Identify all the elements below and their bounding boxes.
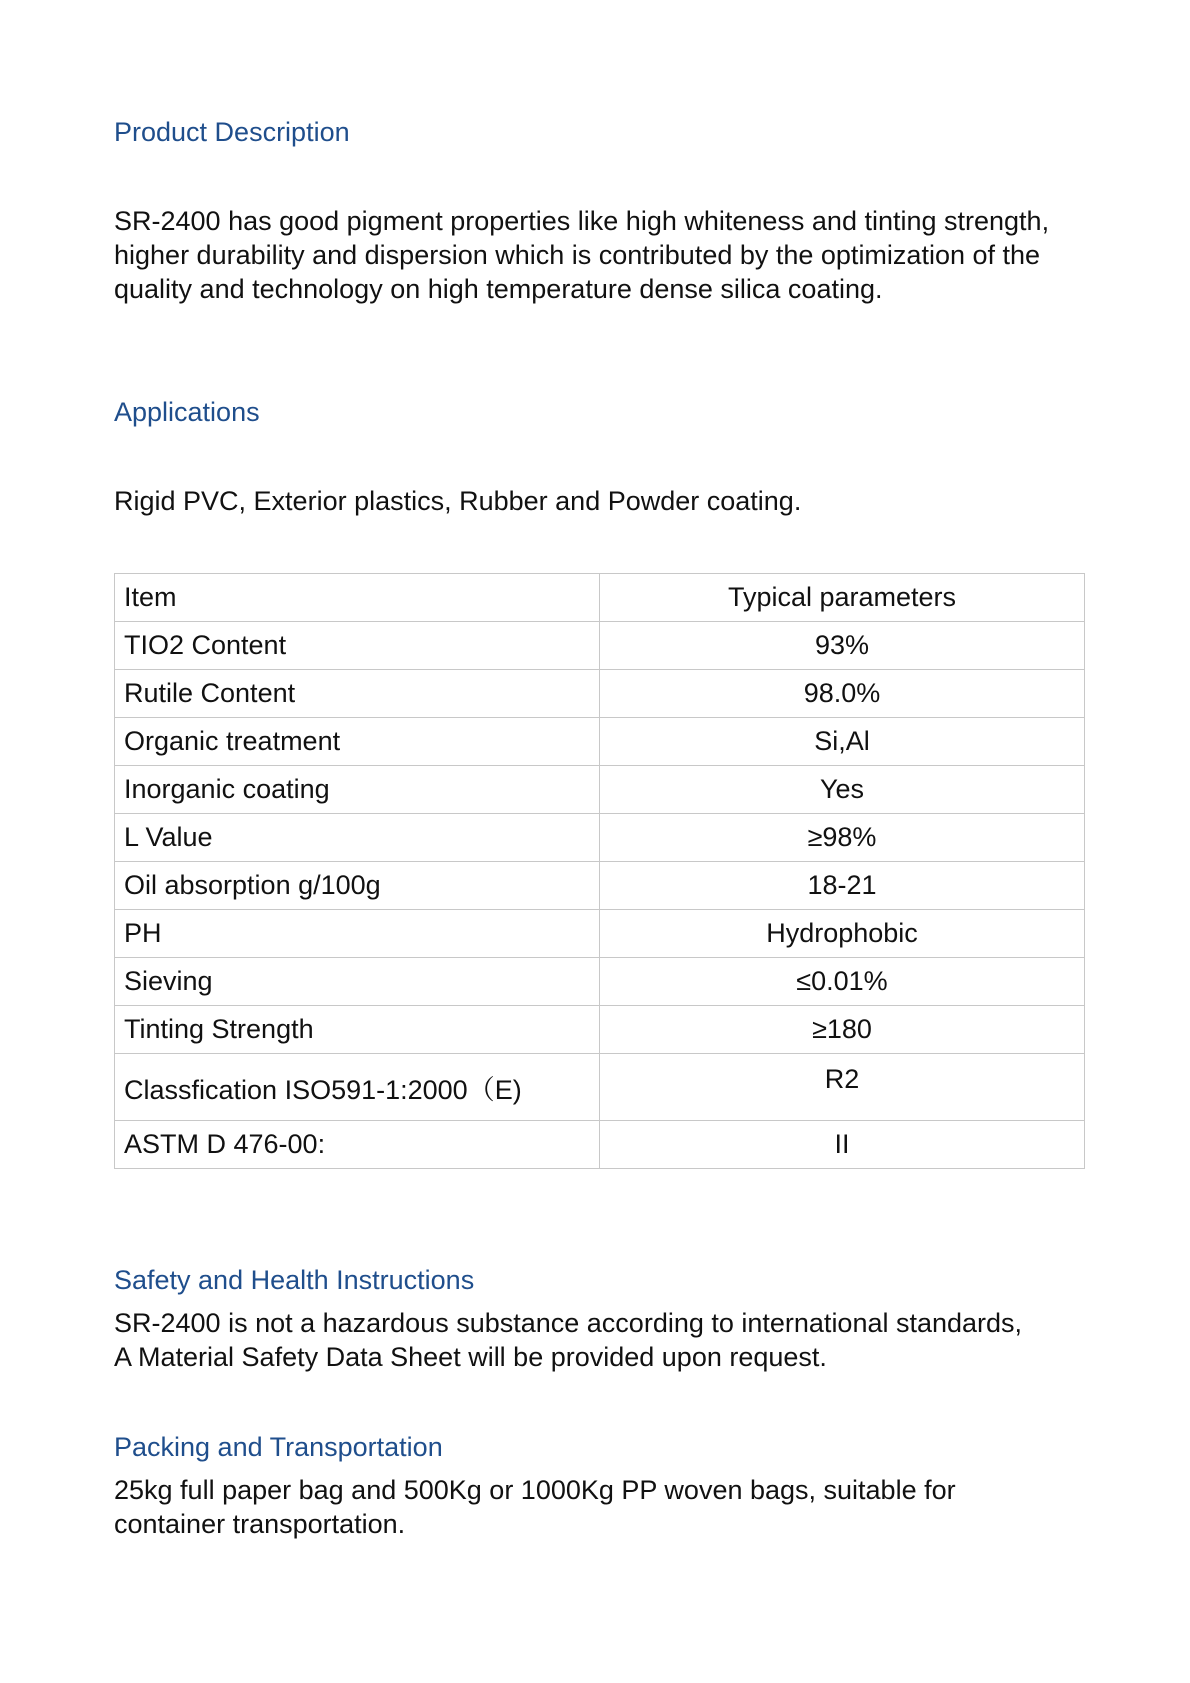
row-value: ≤0.01% (600, 958, 1085, 1006)
safety-heading: Safety and Health Instructions (114, 1265, 475, 1295)
table-row (115, 814, 1085, 862)
header-item: Item (115, 574, 600, 622)
row-item: ASTM D 476-00: (115, 1121, 600, 1169)
row-item: Inorganic coating (115, 766, 600, 814)
row-item: L Value (115, 814, 600, 862)
applications-heading: Applications (114, 397, 260, 427)
row-item: Rutile Content (115, 670, 600, 718)
row-value: 93% (600, 622, 1085, 670)
safety-text-line-2: A Material Safety Data Sheet will be provided upon request. (114, 1342, 827, 1372)
table-row (115, 1054, 1085, 1121)
row-value: 18-21 (600, 862, 1085, 910)
table-row (115, 958, 1085, 1006)
table-row (115, 670, 1085, 718)
row-value: Si,Al (600, 718, 1085, 766)
row-item: Organic treatment (115, 718, 600, 766)
safety-text (114, 1306, 1074, 1374)
packing-heading: Packing and Transportation (114, 1432, 443, 1462)
table-row (115, 862, 1085, 910)
table-row (115, 622, 1085, 670)
header-typical-parameters: Typical parameters (600, 574, 1085, 622)
typical-parameters-table (114, 573, 1085, 1169)
row-value: R2 (600, 1054, 1085, 1121)
table-row (115, 1006, 1085, 1054)
row-value: ≥98% (600, 814, 1085, 862)
table-row (115, 766, 1085, 814)
row-item: Oil absorption g/100g (115, 862, 600, 910)
row-item: PH (115, 910, 600, 958)
table-row (115, 910, 1085, 958)
row-item: Tinting Strength (115, 1006, 600, 1054)
table-row (115, 718, 1085, 766)
row-value: II (600, 1121, 1085, 1169)
packing-text: 25kg full paper bag and 500Kg or 1000Kg PP woven bags, suitable for container transportation. (114, 1475, 956, 1539)
row-value: ≥180 (600, 1006, 1085, 1054)
row-value: Yes (600, 766, 1085, 814)
row-item: TIO2 Content (115, 622, 600, 670)
applications-text: Rigid PVC, Exterior plastics, Rubber and Powder coating. (114, 486, 802, 516)
safety-text-line-1: SR-2400 is not a hazardous substance according to international standards, (114, 1308, 1023, 1338)
table-row (115, 1121, 1085, 1169)
row-value: Hydrophobic (600, 910, 1085, 958)
row-item: Sieving (115, 958, 600, 1006)
product-description-heading: Product Description (114, 117, 350, 147)
row-value: 98.0% (600, 670, 1085, 718)
product-description-text: SR-2400 has good pigment properties like high whiteness and tinting strength, higher durability and dispersion which is contributed by the optimization of the quality and technology on high temperature dense silica coating. (114, 206, 1050, 304)
row-item: Classfication ISO591-1:2000（E) (115, 1054, 600, 1121)
table-header-row (115, 574, 1085, 622)
